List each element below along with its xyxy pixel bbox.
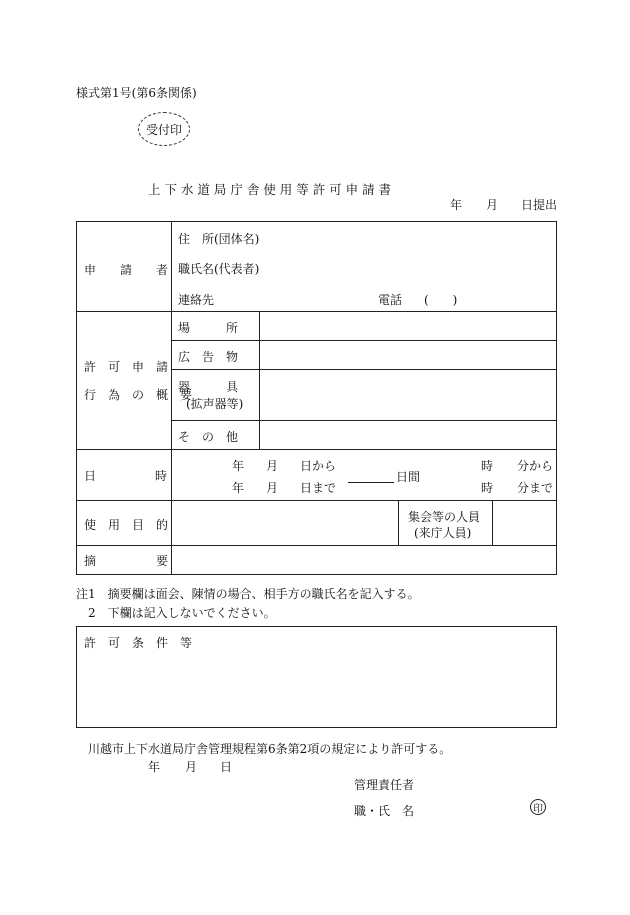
permit-day: 日 [220, 760, 233, 774]
note-2: 2 下欄は記入しないでください。 [88, 606, 276, 620]
seal-mark [530, 799, 546, 815]
seal-label: 印 [533, 803, 543, 815]
advertisement-label: 広 告 物 [178, 350, 239, 364]
submit-day: 日提出 [521, 198, 558, 212]
permit-label-line2: 行 為 の 概 要 [84, 388, 193, 402]
datetime-label-day: 日 [84, 469, 97, 483]
permit-month: 月 [185, 760, 198, 774]
submit-month: 月 [486, 198, 499, 212]
from-hour: 時 [481, 459, 494, 473]
from-day: 日から [300, 459, 337, 473]
equipment-label: 器 具 [178, 380, 239, 394]
reception-stamp [138, 112, 190, 146]
address-label: 住 所(団体名) [178, 232, 260, 246]
summary-label: 摘 要 [84, 554, 169, 568]
days-label: 日間 [396, 470, 421, 484]
permit-year: 年 [148, 760, 161, 774]
from-month: 月 [266, 459, 279, 473]
attendees-label: 集会等の人員 [408, 510, 481, 524]
equipment-sublabel: (拡声器等) [186, 397, 244, 411]
page-title: 上 下 水 道 局 庁 舎 使 用 等 許 可 申 請 書 [148, 182, 392, 197]
representative-name-label: 職氏名(代表者) [178, 262, 260, 276]
purpose-label: 使 用 目 的 [84, 518, 169, 532]
conditions-label: 許 可 条 件 等 [84, 636, 193, 650]
days-blank-line [348, 482, 394, 483]
phone-label: 電話 [378, 293, 403, 307]
from-year: 年 [232, 459, 245, 473]
reception-stamp-label: 受付印 [145, 122, 182, 137]
attendees-sublabel: (来庁人員) [414, 526, 472, 540]
form-number: 様式第1号(第6条関係) [76, 86, 197, 100]
other-label: そ の 他 [178, 430, 239, 444]
to-month: 月 [266, 481, 279, 495]
submit-year: 年 [450, 198, 463, 212]
to-year: 年 [232, 481, 245, 495]
note-1: 注1 摘要欄は面会、陳情の場合、相手方の職氏名を記入する。 [76, 587, 420, 601]
manager-label: 管理責任者 [354, 778, 415, 792]
from-minute: 分から [517, 459, 554, 473]
datetime-label-time: 時 [155, 469, 168, 483]
to-hour: 時 [481, 481, 494, 495]
permit-label-line1: 許 可 申 請 [84, 360, 169, 374]
applicant-label: 申 請 者 [84, 263, 169, 277]
manager-name-label: 職・氏 名 [354, 804, 415, 818]
place-label: 場 所 [178, 321, 239, 335]
to-minute: 分まで [517, 481, 554, 495]
to-day: 日まで [300, 481, 337, 495]
permit-statement: 川越市上下水道局庁舎管理規程第6条第2項の規定により許可する。 [88, 742, 452, 756]
contact-label: 連絡先 [178, 293, 215, 307]
phone-parens: ( ) [424, 293, 458, 307]
